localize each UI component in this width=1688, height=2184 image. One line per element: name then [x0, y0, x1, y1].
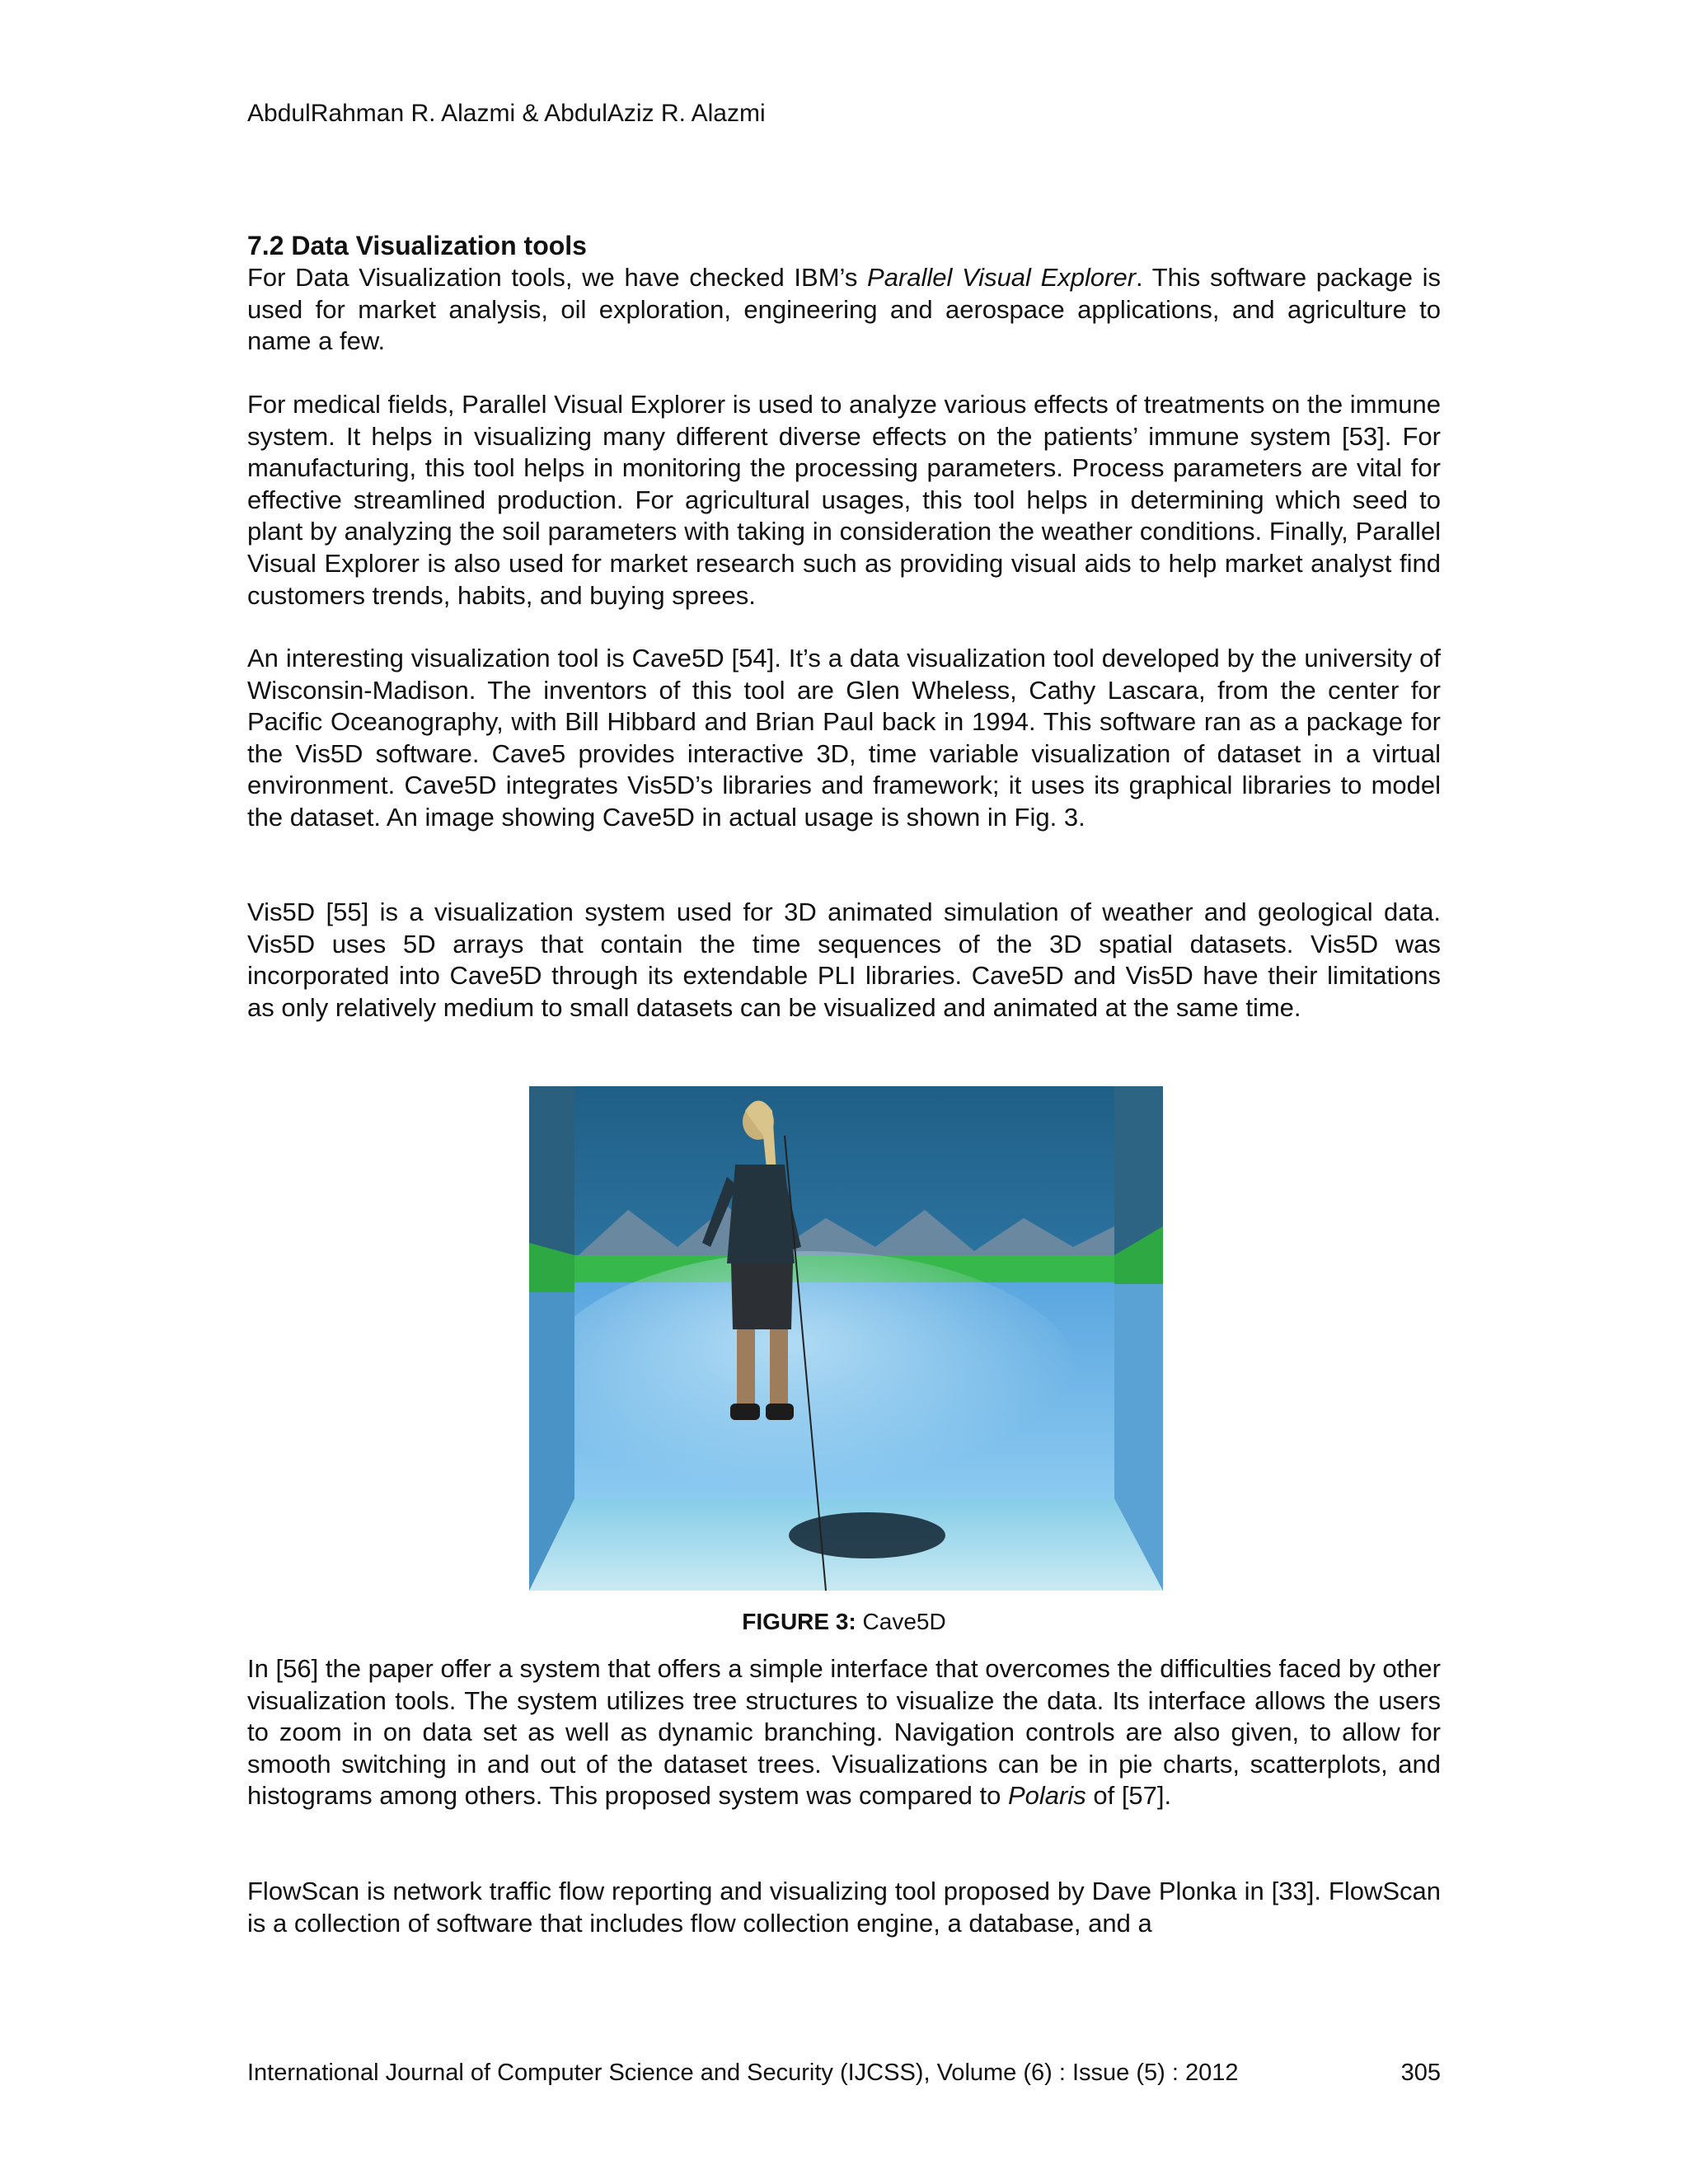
p3-text: An interesting visualization tool is Cave5D [54]. It’s a data visualization tool developed by the university of Wisconsin-Madison. The inventors of this tool are Glen Wheless, Cathy Lascara, from the center for Pacific Oceanography, with Bill Hibbard and Brian Paul back in 1994. This software ran as a package for the Vis5D software. Cave5 provides interactive 3D, time variable visualization of dataset in a virtual environment. Cave5D integrates Vis5D’s libraries and framework; it uses its graphical libraries to model the dataset. An image showing Cave5D in actual usage is shown in Fig. 3. — [247, 644, 1441, 832]
p6-text: FlowScan is network traffic flow reporting and visualizing tool proposed by Dave Plonka in [33]. FlowScan is a collection of software that includes flow collection engine, a database, and a — [247, 1877, 1441, 1938]
p4-text: Vis5D [55] is a visualization system used for 3D animated simulation of weather and geological data. Vis5D uses 5D arrays that contain the time sequences of the 3D spatial datasets. Vis5D was incorporated into Cave5D through its extendable PLI libraries. Cave5D and Vis5D have their limitations as only relatively medium to small datasets can be visualized and animated at the same time. — [247, 898, 1441, 1022]
figure-cave5d-photo — [529, 1086, 1163, 1591]
paragraph-2 — [247, 389, 1441, 612]
p1-text-c: . This software package is used for market analysis, oil exploration, engineering and aerospace applications, and agriculture to name a few. — [247, 263, 1442, 356]
p1-text-a: For Data Visualization tools, we have checked IBM’s — [247, 263, 868, 292]
cave5d-illustration — [529, 1086, 1163, 1591]
figure-label: FIGURE 3: — [742, 1609, 856, 1634]
p5-text-a: In [56] the paper offer a system that offers a simple interface that overcomes the difficulties faced by other visualization tools. The system utilizes tree structures to visualize the data. Its interface allows the users to zoom in on data set as well as dynamic branching. Navigation controls are also given, to allow for smooth switching in and out of the dataset trees. Visualizations can be in pie charts, scatterplots, and histograms among others. This proposed system was compared to — [247, 1654, 1441, 1811]
page-footer — [247, 2057, 1441, 2088]
paragraph-4 — [247, 897, 1441, 1024]
p5-text-c: of [57]. — [1085, 1781, 1172, 1811]
running-header-authors: AbdulRahman R. Alazmi & AbdulAziz R. Alazmi — [247, 100, 766, 127]
p5-italic-polaris: Polaris — [1007, 1781, 1086, 1811]
footer-journal: International Journal of Computer Science and Security (IJCSS), Volume (6) : Issue (5) : 2012 — [247, 2060, 1239, 2086]
figure-caption — [0, 1607, 1688, 1637]
paragraph-3 — [247, 643, 1441, 834]
figure-caption-text: Cave5D — [856, 1609, 946, 1634]
p1-italic-title: Parallel Visual Explorer — [867, 263, 1137, 292]
paragraph-6 — [247, 1876, 1441, 1939]
page-number: 305 — [1400, 2060, 1441, 2086]
p2-text: For medical fields, Parallel Visual Explorer is used to analyze various effects of treatments on the immune system. It helps in visualizing many different diverse effects on the patients’ immune system [53]. For manufacturing, this tool helps in monitoring the processing parameters. Process parameters are vital for effective streamlined production. For agricultural usages, this tool helps in determining which seed to plant by analyzing the soil parameters with taking in consideration the weather conditions. Finally, Parallel Visual Explorer is also used for market research such as providing visual aids to help market analyst find customers trends, habits, and buying sprees. — [247, 390, 1441, 610]
paragraph-5 — [247, 1653, 1441, 1812]
section-heading: 7.2 Data Visualization tools — [247, 231, 587, 260]
paragraph-1 — [247, 262, 1441, 358]
